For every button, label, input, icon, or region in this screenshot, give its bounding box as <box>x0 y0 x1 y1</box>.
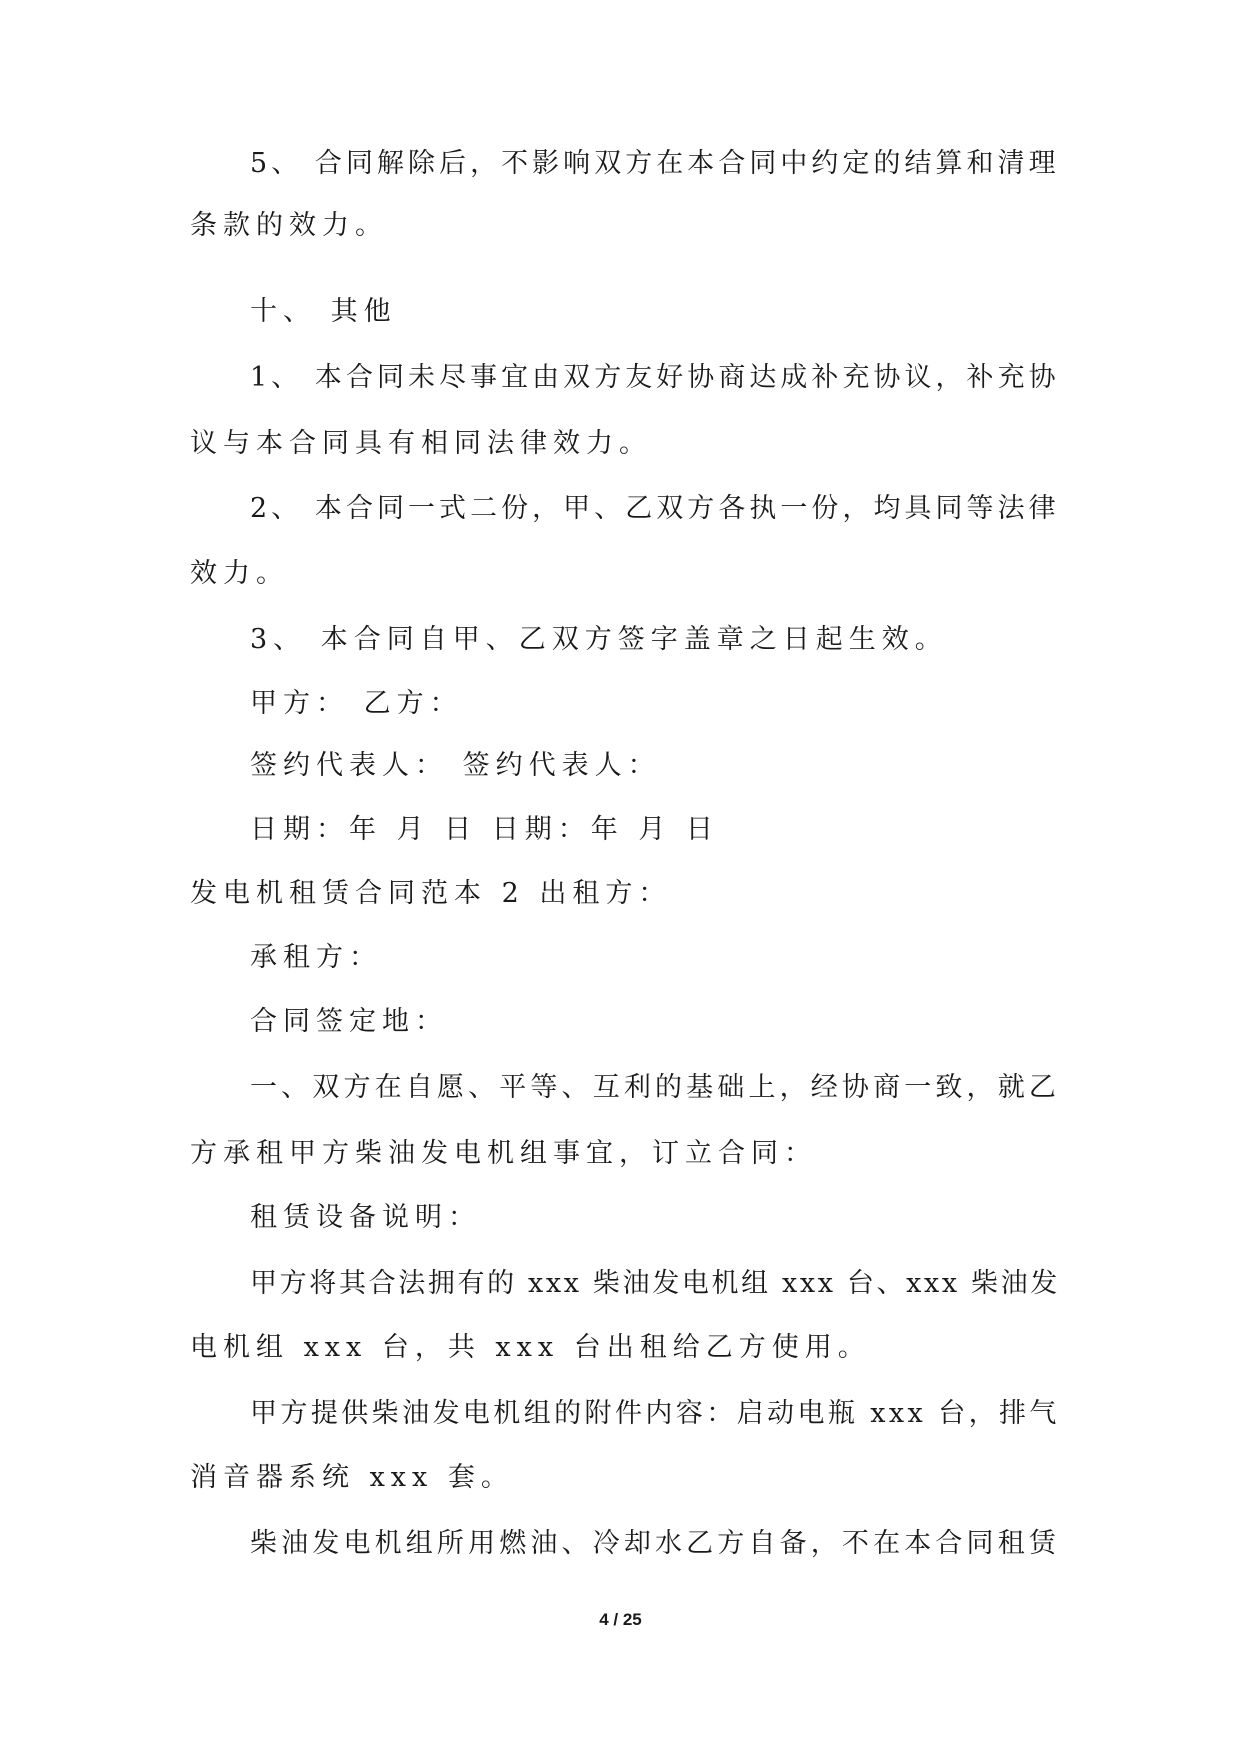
text-line: 2、 本合同一式二份，甲、乙双方各执一份，均具同等法律 <box>250 493 1060 524</box>
text-line: 5、 合同解除后，不影响双方在本合同中约定的结算和清理 <box>250 148 1060 179</box>
text-line: 十、 其他 <box>250 296 397 327</box>
text-line: 日期：年 月 日 日期：年 月 日 <box>250 814 719 845</box>
page-number: 4 / 25 <box>599 1610 642 1629</box>
text-line: 1、 本合同未尽事宜由双方友好协商达成补充协议，补充协 <box>250 362 1060 393</box>
text-line: 消音器系统 xxx 套。 <box>190 1462 514 1493</box>
text-line: 效力。 <box>190 558 289 589</box>
text-line: 发电机租赁合同范本 2 出租方： <box>190 878 672 909</box>
text-line: 签约代表人： 签约代表人： <box>250 750 661 781</box>
text-line: 租赁设备说明： <box>250 1202 481 1233</box>
text-line: 承租方： <box>250 942 382 973</box>
text-line: 甲方： 乙方： <box>250 688 463 719</box>
text-line: 电机组 xxx 台，共 xxx 台出租给乙方使用。 <box>190 1332 871 1363</box>
text-line: 合同签定地： <box>250 1006 448 1037</box>
text-line: 柴油发电机组所用燃油、冷却水乙方自备，不在本合同租赁 <box>250 1528 1060 1559</box>
text-line: 甲方提供柴油发电机组的附件内容：启动电瓶 xxx 台，排气 <box>250 1398 1060 1429</box>
text-line: 议与本合同具有相同法律效力。 <box>190 428 652 459</box>
text-line: 方承租甲方柴油发电机组事宜，订立合同： <box>190 1138 817 1169</box>
text-line: 条款的效力。 <box>190 210 388 241</box>
text-line: 甲方将其合法拥有的 xxx 柴油发电机组 xxx 台、xxx 柴油发 <box>250 1268 1060 1299</box>
text-line: 3、 本合同自甲、乙双方签字盖章之日起生效。 <box>250 624 948 655</box>
text-line: 一、双方在自愿、平等、互利的基础上，经协商一致，就乙 <box>250 1072 1060 1103</box>
